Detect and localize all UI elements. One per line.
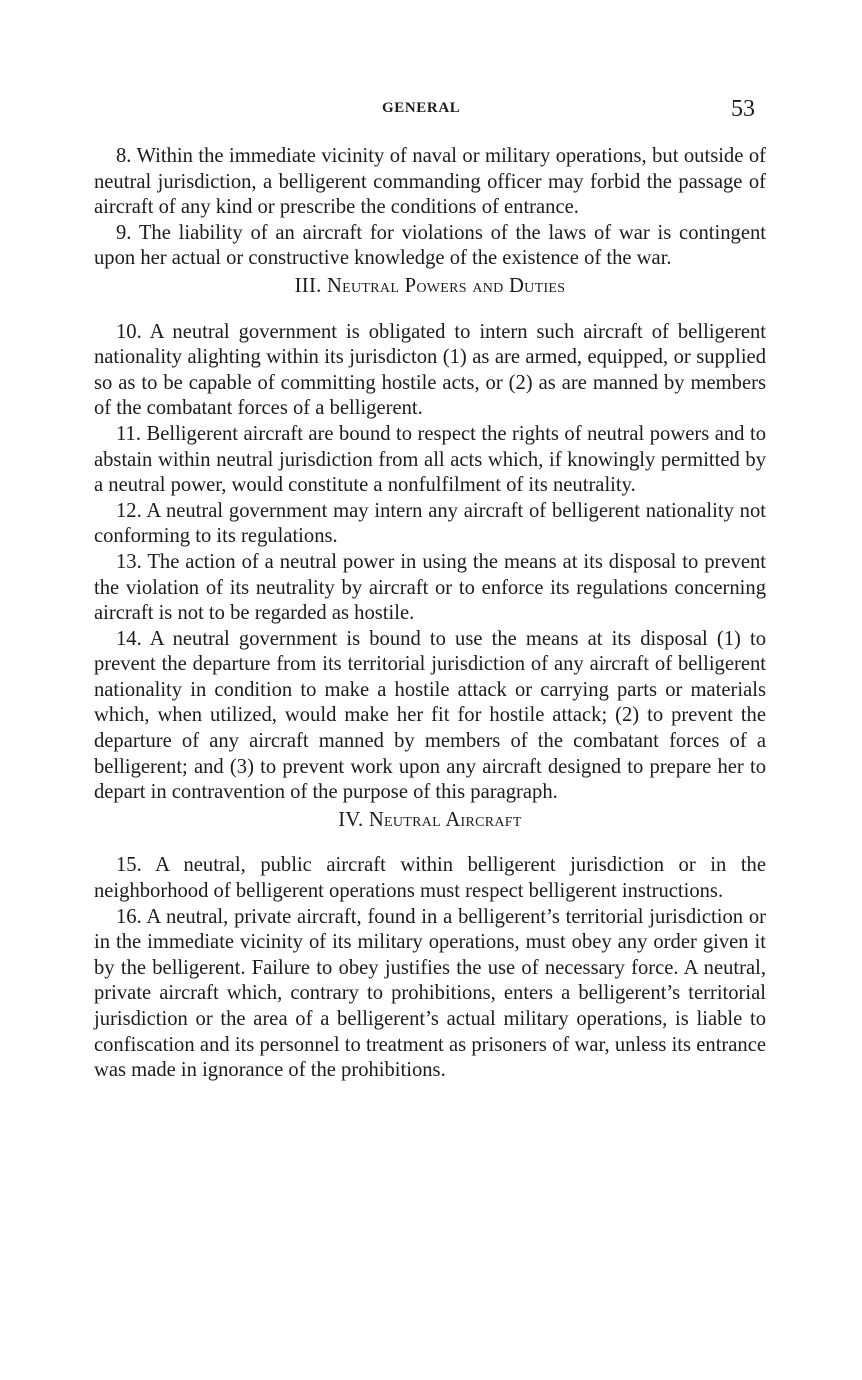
paragraph-14: 14. A neutral government is bound to use the means at its disposal (1) to prevent the departure from its territorial jurisdiction of any aircraft of belligerent nationality in condition to make a hostile attack or carrying parts or materials which, when utilized, would make her fit for hostile attack; (2) to prevent the departure of any aircraft manned by members of the combatant forces of a belligerent; and (3) to prevent work upon any aircraft designed to prepare her to depart in contravention of the purpose of this paragraph. <box>94 627 766 804</box>
section-heading-neutral-aircraft: IV. Neutral Aircraft <box>338 808 522 831</box>
paragraph-10: 10. A neutral government is obligated to intern such aircraft of belligerent nationality alighting within its jurisdicton (1) as are armed, equipped, or supplied so as to be capable of committing hostile acts, or (2) as are manned by members of the combatant forces of a belligerent. <box>94 320 766 420</box>
paragraph-16: 16. A neutral, private aircraft, found in a belligerent’s territorial jurisdiction or in the immediate vicinity of its military operations, must obey any order given it by the belligerent. Failure to obey justifies the use of necessary force. A neutral, private aircraft which, contrary to prohibitions, enters a belligerent’s territorial jurisdiction or the area of a belligerent’s actual military operations, is liable to confiscation and its personnel to treatment as prisoners of war, unless its entrance was made in ignorance of the prohibitions. <box>94 905 766 1082</box>
running-title: GENERAL <box>382 100 461 116</box>
paragraph-15: 15. A neutral, public aircraft within belligerent jurisdiction or in the neighborhood of belligerent operations must respect belligerent instructions. <box>94 854 766 903</box>
paragraph-11: 11. Belligerent aircraft are bound to respect the rights of neutral powers and to abstain within neutral jurisdiction from all acts which, if knowingly permitted by a neutral power, would constitute a nonfulfilment of its neutrality. <box>94 422 766 497</box>
body-text <box>94 144 766 1084</box>
section-heading-neutral-powers: III. Neutral Powers and Duties <box>294 274 566 297</box>
paragraph-13: 13. The action of a neutral power in using the means at its disposal to prevent the violation of its neutrality by aircraft or to enforce its regulations concerning aircraft is not to be regarded as hostile. <box>94 550 766 625</box>
paragraph-9: 9. The liability of an aircraft for violations of the laws of war is contingent upon her actual or constructive knowledge of the existence of the war. <box>94 221 766 270</box>
page-number: 53 <box>731 96 755 122</box>
running-head <box>0 96 862 126</box>
paragraph-12: 12. A neutral government may intern any aircraft of belligerent nationality not conforming to its regulations. <box>94 499 766 548</box>
paragraph-8: 8. Within the immediate vicinity of naval or military operations, but outside of neutral jurisdiction, a belligerent commanding officer may forbid the passage of aircraft of any kind or prescribe the conditions of entrance. <box>94 145 766 219</box>
